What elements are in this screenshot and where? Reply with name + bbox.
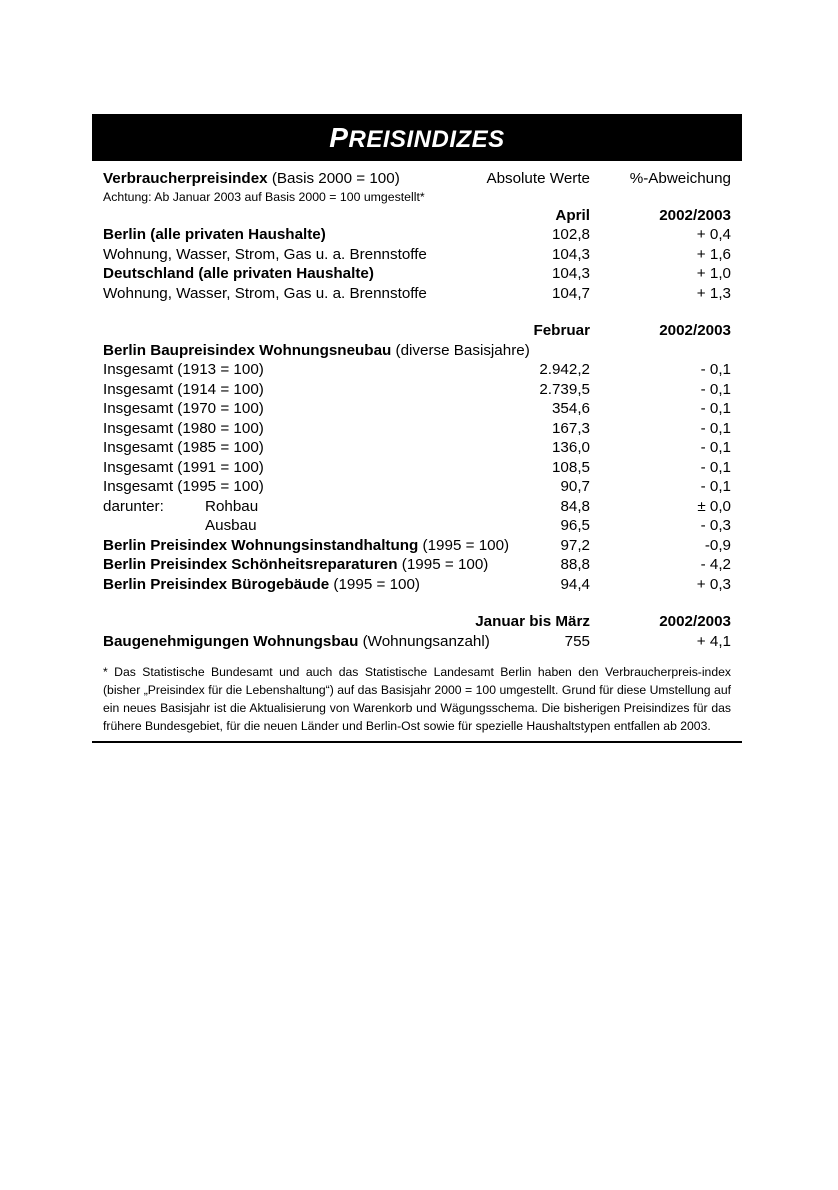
row-basis: (1995 = 100) [333, 575, 420, 593]
bau-suffix: (diverse Basisjahre) [395, 341, 530, 359]
footnote: * Das Statistische Bundesamt und auch das Statistische Landesamt Berlin haben den Verbraucherpreis-index (bisher „Preisindex für die Lebenshaltung“) auf das Basisjahr 2000 = 100 umgestellt. Grund für diese Umstellung auf ein neues Basisjahr ist die Aktualisierung von Warenkorb und Wägungsschema. Die bisherigen Preisindizes für das frühere Bundesgebiet, für die neuen Länder und Berlin-Ost sowie für spezielle Haushaltstypen entfallen ab 2003. [103, 665, 731, 733]
row-change: - 0,1 [700, 400, 731, 417]
row-label: Insgesamt (1985 = 100) [103, 439, 264, 456]
table-row [103, 575, 731, 595]
row-label: Deutschland (alle privaten Haushalte) [103, 265, 374, 282]
row-change: - 0,1 [700, 478, 731, 495]
table-row [103, 419, 731, 439]
row-label: Insgesamt (1913 = 100) [103, 361, 264, 378]
row-change: - 0,1 [700, 361, 731, 378]
row-change: - 4,2 [700, 556, 731, 573]
row-change: + 1,6 [696, 245, 731, 263]
permits-period: Januar bis März [475, 613, 590, 630]
row-change: + 1,3 [696, 284, 731, 302]
table-row [103, 284, 731, 304]
col-header-percent: %-Abweichung [629, 170, 731, 187]
cpi-heading [103, 169, 400, 189]
row-value: 94,4 [560, 575, 590, 593]
bau-heading-row [103, 341, 731, 361]
row-change: + 4,1 [696, 632, 731, 650]
rohbau-label: Rohbau [205, 497, 259, 515]
table-row [103, 380, 731, 400]
table-row [103, 536, 731, 556]
permits-name: Baugenehmigungen Wohnungsbau [103, 632, 359, 650]
table-content [92, 169, 742, 651]
table-row [103, 225, 731, 245]
row-name: Berlin Preisindex Bürogebäude [103, 575, 330, 593]
row-change: - 0,1 [700, 380, 731, 398]
row-change: + 0,3 [696, 575, 731, 593]
table-row [103, 516, 731, 536]
darunter-label: darunter: [103, 497, 164, 515]
row-value: 755 [564, 632, 590, 650]
section-gap [103, 594, 731, 612]
table-row [103, 264, 731, 284]
col-header-absolute: Absolute Werte [486, 170, 590, 187]
row-label [103, 575, 420, 595]
table-row [103, 245, 731, 265]
table-row [103, 555, 731, 575]
row-label: Insgesamt (1991 = 100) [103, 458, 264, 476]
row-label: Berlin (alle privaten Haushalte) [103, 226, 326, 243]
row-label: Wohnung, Wasser, Strom, Gas u. a. Brennstoffe [103, 245, 427, 263]
row-change: ± 0,0 [697, 497, 731, 515]
cpi-name: Verbraucherpreisindex [103, 170, 268, 187]
bau-period-row [103, 321, 731, 341]
row-label: Insgesamt (1995 = 100) [103, 478, 264, 495]
row-value: 88,8 [560, 556, 590, 573]
table-row [103, 477, 731, 497]
cpi-compare: 2002/2003 [659, 206, 731, 224]
cpi-basis: (Basis 2000 = 100) [271, 170, 400, 187]
row-change: - 0,1 [700, 419, 731, 437]
row-value: 96,5 [560, 517, 590, 534]
row-change: - 0,1 [700, 439, 731, 456]
cpi-note: Achtung: Ab Januar 2003 auf Basis 2000 = 100 umgestellt* [103, 189, 425, 204]
permits-compare: 2002/2003 [659, 613, 731, 630]
row-change: - 0,1 [700, 458, 731, 476]
row-value: 104,7 [551, 284, 590, 302]
table-row [103, 497, 731, 517]
row-basis: (1995 = 100) [422, 536, 510, 554]
price-index-table [92, 114, 742, 743]
cpi-header-row [103, 169, 731, 189]
row-value: 136,0 [551, 439, 590, 456]
table-row [103, 399, 731, 419]
row-value: 354,6 [551, 400, 590, 417]
row-value: 90,7 [560, 478, 590, 495]
row-change: -0,9 [704, 536, 731, 554]
row-label [103, 536, 509, 556]
row-value: 104,3 [551, 245, 590, 263]
title-banner [92, 114, 742, 161]
bau-heading [103, 341, 530, 361]
row-label: Insgesamt (1970 = 100) [103, 400, 264, 417]
cpi-period-row [103, 206, 731, 226]
title-rest: REISINDIZES [348, 126, 505, 153]
bau-compare: 2002/2003 [659, 322, 731, 339]
permits-period-row [103, 612, 731, 632]
cpi-period: April [555, 206, 590, 224]
row-value: 108,5 [551, 458, 590, 476]
row-value: 97,2 [560, 536, 590, 554]
row-label: Insgesamt (1914 = 100) [103, 380, 264, 398]
table-row [103, 360, 731, 380]
table-row [103, 458, 731, 478]
bau-name: Berlin Baupreisindex Wohnungsneubau [103, 341, 392, 359]
table-row [103, 438, 731, 458]
row-label: Insgesamt (1980 = 100) [103, 419, 264, 437]
permits-suffix: (Wohnungsanzahl) [362, 632, 490, 650]
row-change: - 0,3 [700, 517, 731, 534]
row-value: 2.739,5 [539, 380, 590, 398]
bau-period: Februar [533, 322, 590, 339]
row-value: 2.942,2 [539, 361, 590, 378]
ausbau-label: Ausbau [205, 517, 257, 534]
row-value: 167,3 [551, 419, 590, 437]
table-row [103, 632, 731, 652]
bottom-rule [92, 741, 742, 743]
row-name: Berlin Preisindex Wohnungsinstandhaltung [103, 536, 419, 554]
row-change: + 0,4 [696, 226, 731, 243]
section-gap [103, 303, 731, 321]
row-label [103, 632, 490, 652]
title-initial: P [329, 122, 349, 153]
row-value: 104,3 [551, 265, 590, 282]
row-label [103, 555, 488, 575]
row-name: Berlin Preisindex Schönheitsreparaturen [103, 556, 398, 573]
row-basis: (1995 = 100) [401, 556, 489, 573]
row-value: 84,8 [560, 497, 590, 515]
row-change: + 1,0 [696, 265, 731, 282]
row-label: Wohnung, Wasser, Strom, Gas u. a. Brennstoffe [103, 284, 427, 302]
row-value: 102,8 [551, 226, 590, 243]
